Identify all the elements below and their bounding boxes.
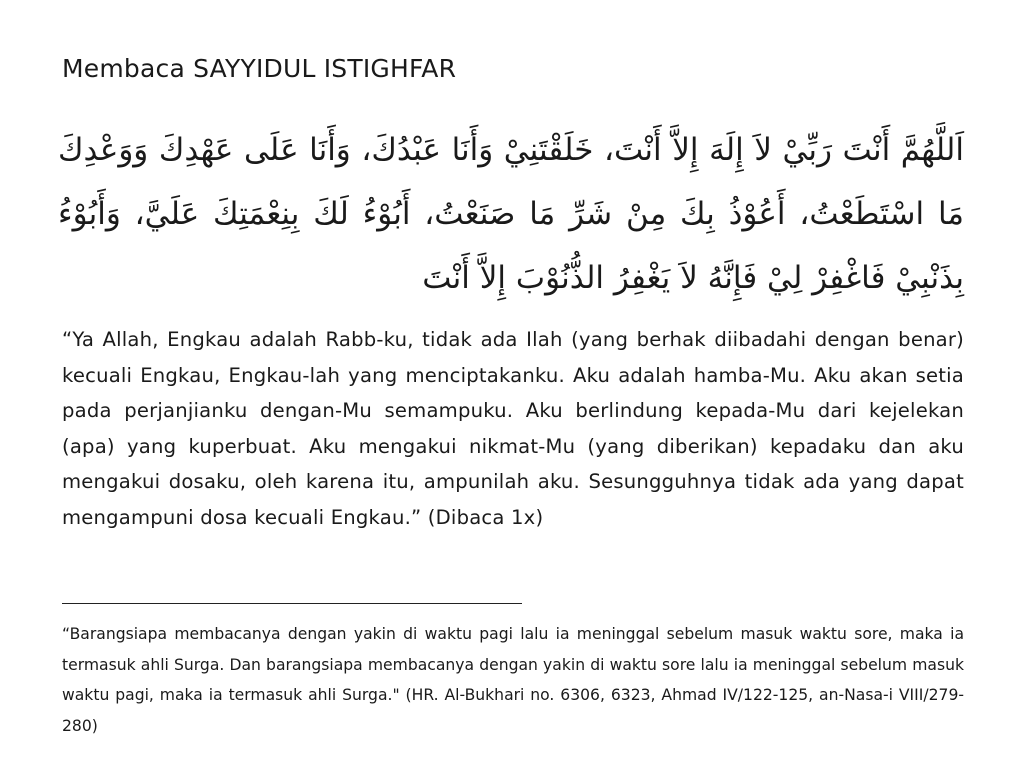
section-divider (62, 603, 522, 604)
hadith-footnote: “Barangsiapa membacanya dengan yakin di waktu pagi lalu ia meninggal sebelum masuk waktu sore, maka ia termasuk ahli Surga. Dan barangsiapa membacanya dengan yakin di waktu sore lalu ia meninggal sebelum masuk waktu pagi, maka ia termasuk ahli Surga." (HR. Al-Bukhari no. 6306, 6323, Ahmad IV/122-125, an-Nasa-i VIII/279-280) (62, 625, 964, 735)
page-title: Membaca SAYYIDUL ISTIGHFAR (62, 54, 457, 83)
translation-paragraph: “Ya Allah, Engkau adalah Rabb-ku, tidak ada Ilah (yang berhak diibadahi dengan benar) kecuali Engkau, Engkau-lah yang menciptakanku. Aku adalah hamba-Mu. Aku akan setia pada perjanjianku dengan-Mu semampuku. Aku berlindung kepada-Mu dari kejelekan (apa) yang kuperbuat. Aku mengakui nikmat-Mu (yang diberikan) kepadaku dan aku mengakui dosaku, oleh karena itu, ampunilah aku. Sesungguhnya tidak ada yang dapat mengampuni dosa kecuali Engkau.” (Dibaca 1x) (62, 328, 964, 529)
arabic-dua-text: اَللَّهُمَّ أَنْتَ رَبِّيْ لاَ إِلَهَ إِلاَّ أَنْتَ، خَلَقْتَنِيْ وَأَنَا عَبْدُكَ، وَأَنَا عَلَى عَهْدِكَ وَوَعْدِكَ مَا اسْتَطَعْتُ، أَعُوْذُ بِكَ مِنْ شَرِّ مَا صَنَعْتُ، أَبُوْءُ لَكَ بِنِعْمَتِكَ عَلَيَّ، وَأَبُوْءُ بِذَنْبِيْ فَاغْفِرْ لِيْ فَإِنَّهُ لاَ يَغْفِرُ الذُّنُوْبَ إِلاَّ أَنْتَ (58, 132, 964, 296)
